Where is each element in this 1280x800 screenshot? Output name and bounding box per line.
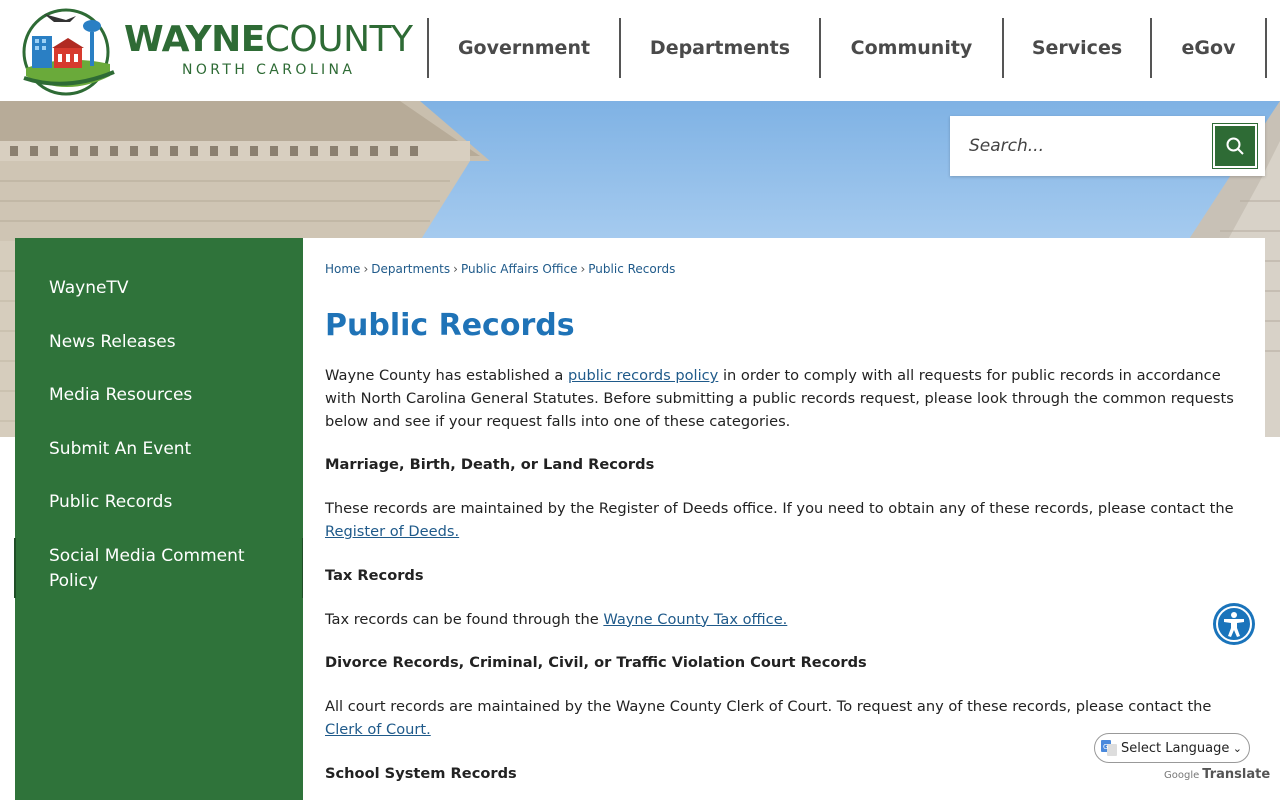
translate-wordmark[interactable]: Translate [1202, 767, 1271, 782]
breadcrumb-separator: › [453, 262, 458, 276]
sidebar-item-media-resources[interactable]: Media Resources [49, 385, 193, 405]
chevron-down-icon: ⌄ [1232, 741, 1242, 755]
svg-text:G: G [1103, 743, 1109, 751]
search-input[interactable] [950, 116, 1210, 176]
accessibility-icon [1215, 605, 1253, 643]
intro-text-after: in order to comply with all requests for public records in accordance with North Carolina General Statutes. Before submitting a public records request, please look through the common requests below and see if your request falls into one of these categories. [325, 367, 1234, 430]
section-paragraph [325, 609, 1237, 632]
sidebar-item-waynetv[interactable]: WayneTV [49, 278, 129, 298]
heading-marriage-birth-death: Marriage, Birth, Death, or Land Records [325, 456, 655, 474]
section-paragraph [325, 498, 1237, 544]
nav-government[interactable]: Government [457, 37, 591, 59]
sidebar-item-news-releases[interactable]: News Releases [49, 332, 176, 352]
accessibility-button[interactable] [1213, 603, 1255, 645]
main-nav [427, 18, 1267, 78]
register-deeds-link[interactable]: Register of Deeds. [325, 522, 460, 540]
nav-departments[interactable]: Departments [649, 37, 791, 59]
sidebar-active-border [14, 538, 16, 598]
logo-subtitle: NORTH CAROLINA [182, 62, 356, 78]
language-select[interactable] [1094, 733, 1250, 763]
breadcrumb-public-affairs[interactable]: Public Affairs Office [460, 262, 578, 276]
sidebar-nav [15, 238, 303, 800]
powered-by-google [1164, 767, 1270, 782]
google-wordmark: Google [1164, 770, 1200, 781]
public-records-policy-link[interactable]: public records policy [567, 367, 719, 384]
section-heading [325, 565, 1237, 588]
tax-office-link[interactable]: Wayne County Tax office. [603, 610, 788, 628]
site-header [0, 0, 1280, 101]
site-logo[interactable] [14, 6, 424, 96]
sidebar-item-social-media-policy[interactable]: Social Media Comment Policy [49, 546, 245, 591]
heading-court-records: Divorce Records, Criminal, Civil, or Traffic Violation Court Records [325, 654, 867, 672]
breadcrumb-home[interactable]: Home [325, 262, 361, 276]
logo-wordmark [124, 20, 413, 60]
google-translate-icon [1101, 740, 1117, 756]
page-title: Public Records [325, 308, 575, 343]
court-records-text: All court records are maintained by the Wayne County Clerk of Court. To request any of these records, please contact the [325, 698, 1212, 716]
nav-services[interactable]: Services [1031, 37, 1123, 59]
breadcrumb-separator: › [363, 262, 369, 276]
logo-emblem-icon [14, 6, 118, 96]
tax-records-text: Tax records can be found through the [325, 610, 604, 628]
search-icon [1225, 136, 1245, 156]
section-heading [325, 454, 1237, 477]
sidebar-item-public-records[interactable]: Public Records [49, 492, 173, 512]
intro-text-before: Wayne County has established a [325, 367, 568, 384]
sidebar-item-submit-event[interactable]: Submit An Event [49, 439, 192, 459]
search-button[interactable] [1213, 124, 1257, 168]
breadcrumb-separator: › [580, 262, 586, 276]
clerk-of-court-link[interactable]: Clerk of Court. [325, 720, 431, 738]
register-deeds-text: These records are maintained by the Register of Deeds office. If you need to obtain any of these records, please contact the [325, 500, 1234, 518]
nav-community[interactable]: Community [850, 37, 973, 59]
nav-egov[interactable]: eGov [1181, 37, 1236, 59]
breadcrumb [325, 262, 675, 276]
main-content [303, 238, 1265, 800]
heading-school-records: School System Records [325, 764, 517, 782]
intro-paragraph [325, 365, 1237, 433]
section-heading [325, 652, 1237, 675]
logo-wordmark-light: COUNTY [264, 19, 413, 60]
breadcrumb-departments[interactable]: Departments [371, 262, 451, 276]
section-heading [325, 763, 1237, 786]
breadcrumb-current[interactable]: Public Records [588, 262, 676, 276]
language-select-label: Select Language [1121, 740, 1230, 756]
heading-tax-records: Tax Records [325, 566, 424, 584]
logo-wordmark-bold: WAYNE [124, 19, 265, 60]
nav-divider [1265, 18, 1267, 78]
